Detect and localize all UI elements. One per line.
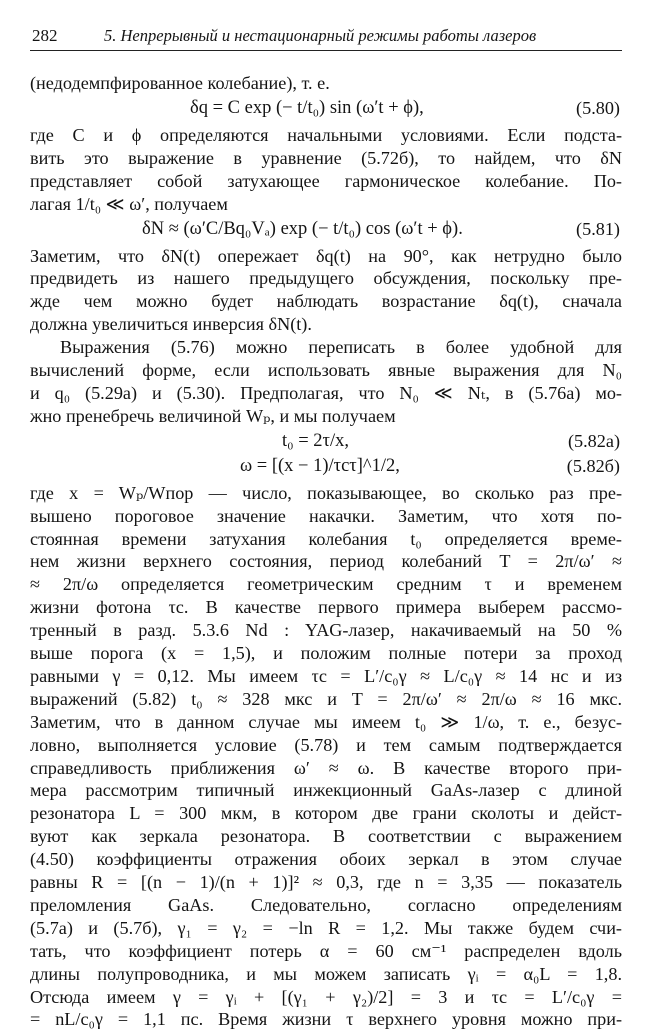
equation-number: (5.82б) (566, 455, 620, 476)
equation-5-82a: t₀ = 2τ/x, (282, 430, 349, 451)
text-line: жно пренебречь величиной Wₚ, и мы получаем (30, 405, 396, 426)
equation-number: (5.80) (576, 97, 620, 118)
text-line: представляет собой затухающее гармоническое колебание. По- (30, 170, 622, 191)
text-line: нем жизни верхнего состояния, период колебаний T = 2π/ω′ ≈ (30, 551, 622, 572)
text-line: Выражения (5.76) можно переписать в более удобной для (60, 337, 622, 358)
text-line: равны R = [(n − 1)/(n + 1)]² ≈ 0,3, где n = 3,35 — показатель (30, 872, 622, 892)
running-header (30, 26, 620, 48)
text-line: (5.7а) и (5.7б), γ₁ = γ₂ = −ln R = 1,2. Мы также будем счи- (30, 917, 622, 938)
text-line: резонатора L = 300 мкм, в котором две грани сколоты и дейст- (30, 803, 622, 824)
text-line: мера рассмотрим типичный инжекционный GaAs-лазер с длиной (30, 780, 622, 801)
text-line: вычислений форме, если использовать явные выражения для N₀ (30, 360, 622, 380)
text-line: преломления GaAs. Следовательно, согласно определениям (30, 894, 622, 915)
text-line: и q₀ (5.29а) и (5.30). Предполагая, что N₀ ≪ Nₜ, в (5.76а) мо- (30, 382, 622, 403)
text-line: выражений (5.82) t₀ ≈ 328 мкс и T = 2π/ω′ ≈ 2π/ω ≈ 16 мкс. (30, 688, 622, 709)
running-title: 5. Непрерывный и нестационарный режимы работы лазеров (104, 26, 537, 45)
text-line: (4.50) коэффициенты отражения обоих зеркал в этом случае (30, 849, 622, 870)
equation-number: (5.81) (576, 218, 620, 239)
text-line: жде чем можно будет наблюдать возрастание δq(t), сначала (30, 291, 622, 312)
text-line: Заметим, что δN(t) опережает δq(t) на 90°, как нетрудно было (30, 245, 622, 266)
text-line: = nL/c₀γ = 1,1 пс. Время жизни τ верхнего уровня можно при- (30, 1009, 622, 1030)
text-line: вуют как зеркала резонатора. В соответствии с выражением (30, 826, 622, 847)
text-line: выше порога (x = 1,5), и положим полные потери за проход (30, 643, 622, 663)
text-line: справедливость приближения ω′ ≈ ω. В качестве второго при- (30, 757, 622, 778)
text-line: (недодемпфированное колебание), т. е. (30, 73, 330, 93)
equation-5-82b: ω = [(x − 1)/τcτ]^1/2, (240, 455, 400, 476)
equation-5-80: δq = C exp (− t/t₀) sin (ω′t + ϕ), (190, 97, 424, 118)
text-line: где x = Wₚ/Wпор — число, показывающее, во сколько раз пре- (30, 482, 622, 503)
text-line: равными γ = 0,12. Мы имеем τc = L′/c₀γ ≈ L/c₀γ ≈ 14 нс и из (30, 665, 622, 686)
text-line: вить это выражение в уравнение (5.72б), то найдем, что δN (30, 147, 622, 168)
text-line: вышено пороговое значение накачки. Заметим, что хотя по- (30, 505, 622, 526)
equation-number: (5.82а) (567, 430, 620, 451)
page-number: 282 (32, 26, 58, 45)
text-line: ловно, выполняется условие (5.78) и тем самым подтверждается (30, 734, 622, 755)
text-line: должна увеличиться инверсия δN(t). (30, 314, 312, 335)
text-line: Заметим, что в данном случае мы имеем t₀ ≫ 1/ω, т. е., безус- (30, 711, 622, 732)
header-rule (30, 50, 622, 51)
equation-5-81: δN ≈ (ω′C/Bq₀Vₐ) exp (− t/t₀) cos (ω′t + ϕ). (142, 218, 463, 239)
text-line: ≈ 2π/ω определяется геометрическим средним τ и временем (30, 574, 622, 595)
text-line: тренный в разд. 5.3.6 Nd : YAG-лазер, накачиваемый на 50 % (30, 620, 622, 641)
text-line: лагая 1/t₀ ≪ ω′, получаем (30, 193, 228, 214)
text-line: Отсюда имеем γ = γᵢ + [(γ₁ + γ₂)/2] = 3 и τc = L′/c₀γ = (30, 986, 622, 1007)
text-line: предвидеть из нашего предыдущего обсуждения, поскольку пре- (30, 268, 622, 289)
text-line: длины полупроводника, и мы можем записать γᵢ = α₀L = 1,8. (30, 963, 622, 984)
text-line: стоянная времени затухания колебания t₀ определяется време- (30, 528, 622, 549)
text-line: тать, что коэффициент потерь α = 60 см⁻¹ распределен вдоль (30, 940, 622, 961)
text-line: жизни фотона τc. В качестве первого примера выберем рассмо- (30, 597, 622, 618)
text-line: где C и ϕ определяются начальными условиями. Если подста- (30, 124, 622, 145)
